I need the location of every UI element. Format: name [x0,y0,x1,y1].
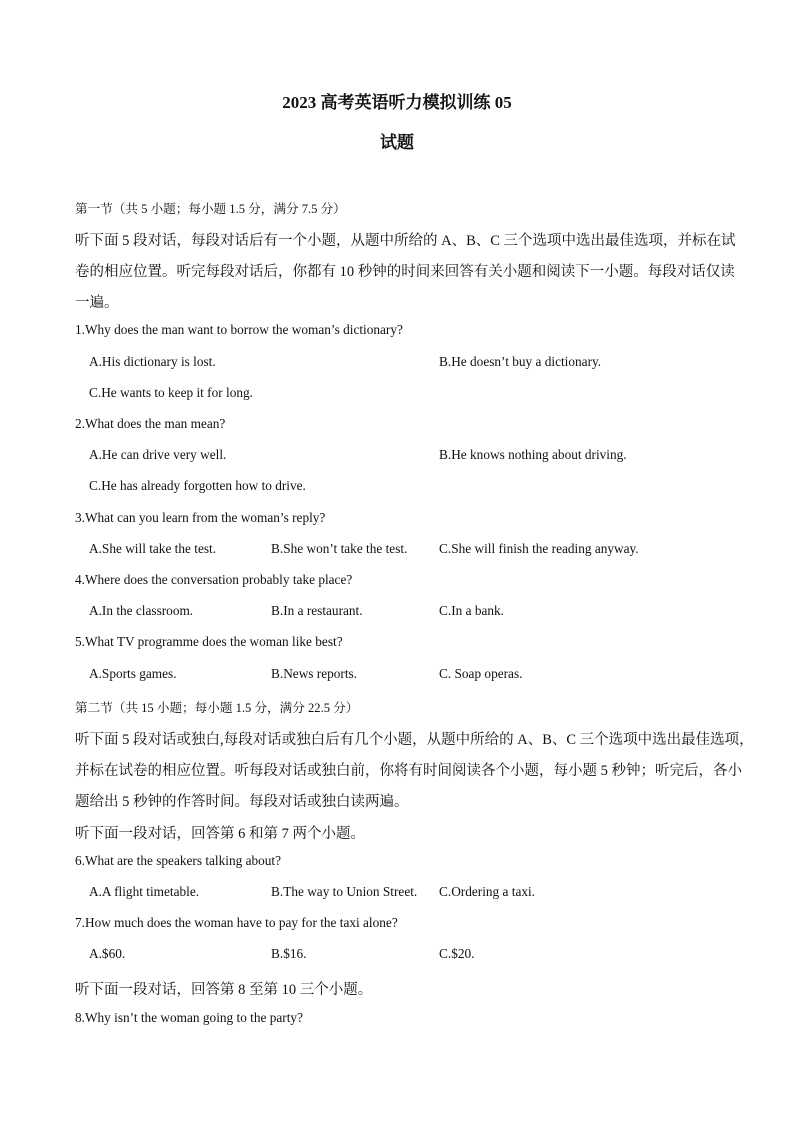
q6-option-b[interactable]: B.The way to Union Street. [271,884,418,899]
section2-instruction-line: 听下面 5 段对话或独白,每段对话或独白后有几个小题，从题中所给的 A、B、C 三个选项中选出最佳选项， [75,732,754,748]
section2-instruction-line: 并标在试卷的相应位置。听每段对话或独白前，你将有时间阅读各个小题，每小题 5 秒钟；听完后，各小 [75,763,742,779]
group2-intro: 听下面一段对话，回答第 8 至第 10 三个小题。 [75,982,373,998]
group1-intro: 听下面一段对话，回答第 6 和第 7 两个小题。 [75,826,365,842]
question-8: 8.Why isn’t the woman going to the party? [75,1010,303,1025]
q4-option-c[interactable]: C.In a bank. [439,603,504,618]
q1-option-a[interactable]: A.His dictionary is lost. [89,354,216,369]
question-1: 1.Why does the man want to borrow the woman’s dictionary? [75,322,403,337]
section2-heading: 第二节（共 15 小题；每小题 1.5 分，满分 22.5 分） [75,701,359,715]
section2-instruction-line: 题给出 5 秒钟的作答时间。每段对话或独白读两遍。 [75,794,409,810]
q3-option-b[interactable]: B.She won’t take the test. [271,541,408,556]
question-3: 3.What can you learn from the woman’s reply? [75,510,326,525]
q1-option-b[interactable]: B.He doesn’t buy a dictionary. [439,354,602,369]
q5-option-b[interactable]: B.News reports. [271,666,358,681]
q7-option-a[interactable]: A.$60. [89,946,126,961]
section1-heading: 第一节（共 5 小题；每小题 1.5 分，满分 7.5 分） [75,202,346,216]
exam-title: 2023 高考英语听力模拟训练 05 [282,93,512,112]
question-7: 7.How much does the woman have to pay for the taxi alone? [75,915,398,930]
q6-option-a[interactable]: A.A flight timetable. [89,884,200,899]
q4-option-b[interactable]: B.In a restaurant. [271,603,363,618]
section1-instruction-line: 卷的相应位置。听完每段对话后，你都有 10 秒钟的时间来回答有关小题和阅读下一小题。每段对话仅读 [75,264,735,280]
question-4: 4.Where does the conversation probably take place? [75,572,353,587]
question-5: 5.What TV programme does the woman like best? [75,634,343,649]
q2-option-a[interactable]: A.He can drive very well. [89,447,227,462]
section1-instruction-line: 听下面 5 段对话，每段对话后有一个小题，从题中所给的 A、B、C 三个选项中选出最佳选项，并标在试 [75,233,736,249]
q7-option-b[interactable]: B.$16. [271,946,307,961]
q6-option-c[interactable]: C.Ordering a taxi. [439,884,536,899]
q1-option-c[interactable]: C.He wants to keep it for long. [89,385,253,400]
q2-option-b[interactable]: B.He knows nothing about driving. [439,447,627,462]
q7-option-c[interactable]: C.$20. [439,946,475,961]
question-2: 2.What does the man mean? [75,416,226,431]
section1-instruction-line: 一遍。 [75,295,119,311]
q3-option-c[interactable]: C.She will finish the reading anyway. [439,541,639,556]
question-6: 6.What are the speakers talking about? [75,853,282,868]
exam-subtitle: 试题 [380,133,414,152]
q5-option-c[interactable]: C. Soap operas. [439,666,523,681]
q3-option-a[interactable]: A.She will take the test. [89,541,217,556]
q2-option-c[interactable]: C.He has already forgotten how to drive. [89,478,306,493]
q5-option-a[interactable]: A.Sports games. [89,666,177,681]
q4-option-a[interactable]: A.In the classroom. [89,603,194,618]
